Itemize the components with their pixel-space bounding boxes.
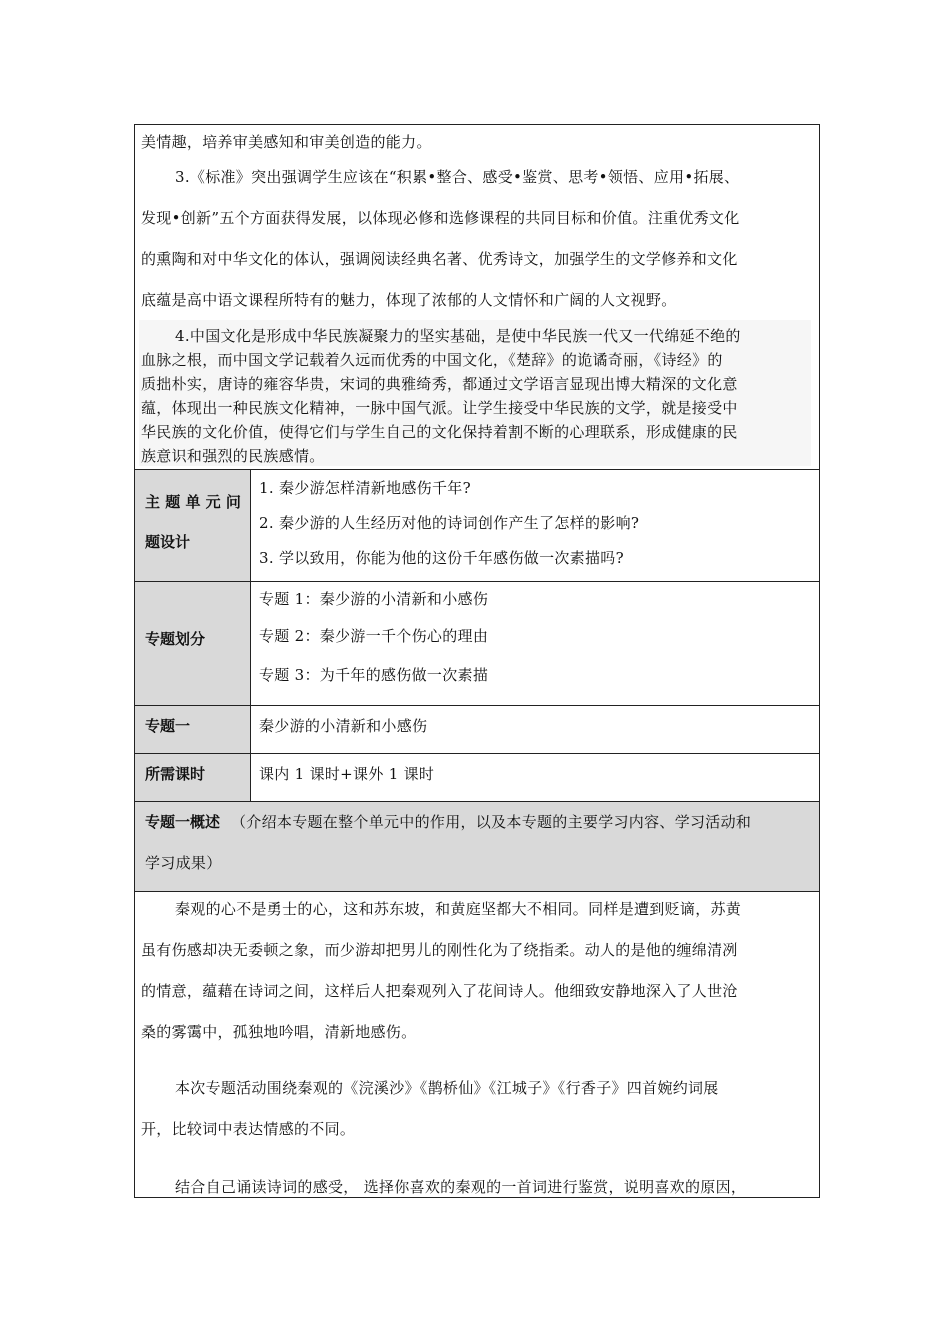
topic-one-value: 秦少游的小清新和小感伤: [259, 717, 428, 735]
intro-paragraph-4-line: 华民族的文化价值，使得它们与学生自己的文化保持着割不断的心理联系，形成健康的民: [141, 423, 738, 441]
question-item: 2. 秦少游的人生经历对他的诗词创作产生了怎样的影响?: [259, 514, 640, 532]
body-paragraph-1-line: 桑的雾霭中，孤独地吟唱，清新地感伤。: [141, 1023, 417, 1041]
intro-paragraph-4-line: 质拙朴实，唐诗的雍容华贵，宋词的典雅绮秀，都通过文学语言显现出博大精深的文化意: [141, 375, 738, 393]
intro-paragraph-4-line: 蕴，体现出一种民族文化精神，一脉中国气派。让学生接受中华民族的文学，就是接受中: [141, 399, 738, 417]
intro-text-line: 美情趣，培养审美感知和审美创造的能力。: [141, 133, 432, 151]
questions-label: 主 题 单 元 问: [145, 493, 241, 511]
question-item: 3. 学以致用，你能为他的这份千年感伤做一次素描吗?: [259, 549, 624, 567]
body-paragraph-2-line: 开，比较词中表达情感的不同。: [141, 1120, 356, 1138]
body-paragraph-1-line: 虽有伤感却决无委顿之象，而少游却把男儿的刚性化为了绕指柔。动人的是他的缠绵清冽: [141, 941, 738, 959]
intro-paragraph-3-line: 底蕴是高中语文课程所特有的魅力，体现了浓郁的人文情怀和广阔的人文视野。: [141, 291, 677, 309]
body-paragraph-1-line: 的情意，蕴藉在诗词之间，这样后人把秦观列入了花间诗人。他细致安静地深入了人世沧: [141, 982, 738, 1000]
hours-value: 课内 1 课时+课外 1 课时: [259, 765, 435, 783]
intro-paragraph-3-line: 发现•创新”五个方面获得发展，以体现必修和选修课程的共同目标和价值。注重优秀文化: [141, 209, 740, 227]
body-paragraph-2: 本次专题活动围绕秦观的《浣溪沙》《鹊桥仙》《江城子》《行香子》四首婉约词展: [175, 1079, 719, 1097]
question-item: 1. 秦少游怎样清新地感伤千年?: [259, 479, 471, 497]
overview-note-line: 学习成果）: [145, 854, 222, 872]
lesson-plan-table: [134, 124, 820, 1198]
questions-label: 题设计: [145, 533, 191, 551]
intro-paragraph-4: 4.中国文化是形成中华民族凝聚力的坚实基础，是使中华民族一代又一代绵延不绝的: [175, 327, 741, 345]
row-divider: [135, 891, 819, 892]
overview-note: （介绍本专题在整个单元中的作用，以及本专题的主要学习内容、学习活动和: [231, 813, 752, 831]
topics-label: 专题划分: [145, 630, 206, 648]
body-paragraph-1: 秦观的心不是勇士的心，这和苏东坡，和黄庭坚都大不相同。同样是遭到贬谪，苏黄: [175, 900, 742, 918]
intro-paragraph-3: 3.《标准》突出强调学生应该在“积累•整合、感受•鉴赏、思考•领悟、应用•拓展、: [175, 168, 740, 186]
topic-item: 专题 1：秦少游的小清新和小感伤: [259, 590, 489, 608]
hours-label: 所需课时: [145, 765, 206, 783]
topic-one-label: 专题一: [145, 717, 191, 735]
body-paragraph-3: 结合自己诵读诗词的感受， 选择你喜欢的秦观的一首词进行鉴赏，说明喜欢的原因，: [175, 1178, 747, 1196]
topic-item: 专题 3：为千年的感伤做一次素描: [259, 666, 489, 684]
questions-label-cell: [135, 470, 251, 582]
topic-item: 专题 2：秦少游一千个伤心的理由: [259, 627, 489, 645]
intro-paragraph-4-line: 血脉之根，而中国文学记载着久远而优秀的中国文化，《楚辞》的诡谲奇丽，《诗经》的: [141, 351, 723, 369]
intro-paragraph-4-line: 族意识和强烈的民族感情。: [141, 447, 325, 465]
column-divider: [250, 469, 251, 801]
overview-label: 专题一概述: [145, 813, 221, 831]
intro-paragraph-3-line: 的熏陶和对中华文化的体认，强调阅读经典名著、优秀诗文，加强学生的文学修养和文化: [141, 250, 738, 268]
